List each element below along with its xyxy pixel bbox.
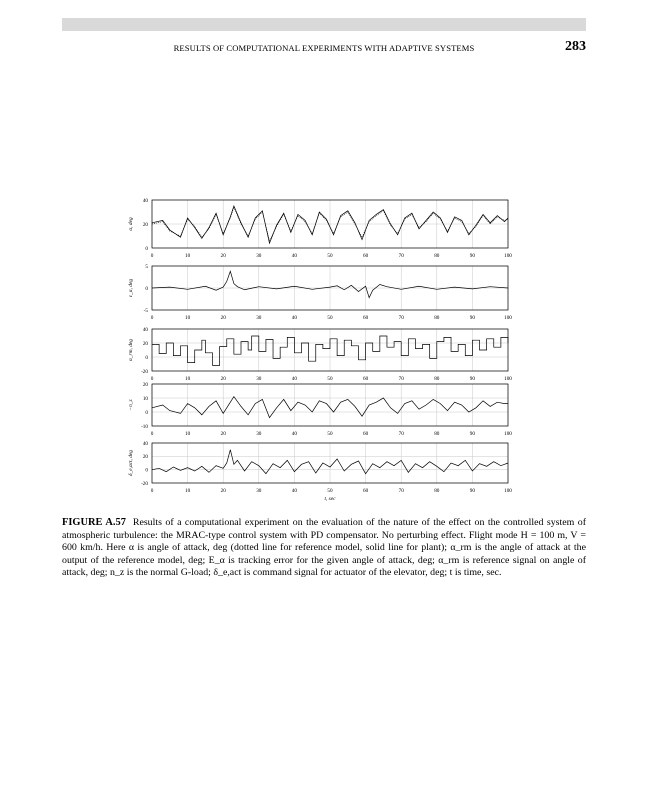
x-tick-label: 30 [256,488,262,494]
x-tick-label: 100 [504,488,512,494]
x-tick-label: 0 [150,431,154,437]
x-tick-label: 80 [434,253,440,259]
x-tick-label: 70 [398,431,404,437]
x-tick-label: 90 [469,488,475,494]
x-tick-label: 0 [150,376,154,382]
x-tick-label: 20 [220,253,226,259]
x-tick-label: 20 [220,315,226,321]
y-tick-label: 0 [145,409,148,416]
x-tick-label: 10 [185,488,191,494]
page-number: 283 [565,39,586,54]
page-header-bar [62,18,586,31]
y-axis-label: −n_z [128,399,134,411]
x-tick-label: 70 [398,376,404,382]
y-tick-label: 0 [145,354,148,361]
x-tick-label: 80 [434,376,440,382]
x-tick-label: 0 [150,488,154,494]
y-tick-label: 5 [145,263,148,270]
x-tick-label: 70 [398,253,404,259]
x-tick-label: 90 [469,315,475,321]
x-tick-label: 10 [185,431,191,437]
x-tick-label: 20 [220,488,226,494]
y-tick-label: 0 [145,467,148,474]
x-tick-label: 60 [363,488,369,494]
x-tick-label: 10 [185,376,191,382]
running-head [62,40,586,56]
y-tick-label: 0 [145,245,148,252]
y-tick-label: 20 [142,381,148,388]
y-axis-label: ε_α, deg [128,278,134,298]
x-tick-label: 40 [291,376,297,382]
x-tick-label: 50 [327,431,333,437]
x-tick-label: 40 [291,315,297,321]
x-tick-label: 40 [291,253,297,259]
x-tick-label: 30 [256,376,262,382]
x-tick-label: 30 [256,315,262,321]
y-tick-label: -20 [141,368,148,375]
y-tick-label: 40 [142,440,148,447]
x-tick-label: 50 [327,376,333,382]
figure-caption [62,517,586,580]
subplot-2 [128,264,512,321]
y-tick-label: -5 [143,307,148,314]
y-tick-label: 10 [142,395,148,402]
x-tick-label: 90 [469,376,475,382]
x-tick-label: 100 [504,253,512,259]
x-tick-label: 0 [150,253,154,259]
subplot-5 [128,441,512,502]
x-tick-label: 30 [256,253,262,259]
x-tick-label: 60 [363,315,369,321]
x-tick-label: 60 [363,431,369,437]
subplot-3 [128,327,512,382]
caption-text: Results of a computational experiment on the evaluation of the nature of the effect on the controlled system of atmospheric turbulence: the MRAC-type control system with PD compensator. No perturbing effect. Flight mode H = 100 m, V = 600 km/h. Here α is angle of attack, deg (dotted line for reference model, solid line for plant); α_rm is the angle of attack at the output of the reference model, deg; E_α is tracking error for the given angle of attack, deg; α_rm is reference signal on angle of attack, deg; n_z is the normal G-load; δ_e,act is command signal for actuator of the elevator, deg; t is time, sec. [62,517,587,579]
x-tick-label: 80 [434,488,440,494]
x-tick-label: 90 [469,431,475,437]
subplot-1 [128,198,512,259]
x-tick-label: 70 [398,315,404,321]
x-tick-label: 20 [220,376,226,382]
y-axis-label: α, deg [128,217,134,231]
x-tick-label: 100 [504,376,512,382]
x-axis-label: t, sec [324,496,336,502]
x-tick-label: 60 [363,253,369,259]
y-axis-label: δ_e,act, deg [128,449,134,477]
x-tick-label: 80 [434,315,440,321]
x-tick-label: 10 [185,315,191,321]
x-tick-label: 90 [469,253,475,259]
subplot-4 [128,382,512,437]
y-tick-label: -20 [141,480,148,487]
figure-plots [130,190,520,510]
y-tick-label: 0 [145,285,148,292]
x-tick-label: 70 [398,488,404,494]
y-tick-label: 20 [142,454,148,461]
caption-label: FIGURE A.57 [62,517,126,528]
y-tick-label: 20 [142,340,148,347]
x-tick-label: 50 [327,315,333,321]
x-tick-label: 10 [185,253,191,259]
y-tick-label: 20 [142,221,148,228]
x-tick-label: 40 [291,488,297,494]
x-tick-label: 50 [327,488,333,494]
y-tick-label: 40 [142,326,148,333]
x-tick-label: 80 [434,431,440,437]
x-tick-label: 20 [220,431,226,437]
x-tick-label: 60 [363,376,369,382]
x-tick-label: 100 [504,315,512,321]
y-tick-label: 40 [142,197,148,204]
y-axis-label: α_rm, deg [128,339,134,361]
x-tick-label: 30 [256,431,262,437]
x-tick-label: 40 [291,431,297,437]
figure-a57 [130,190,520,510]
running-title: RESULTS OF COMPUTATIONAL EXPERIMENTS WITH ADAPTIVE SYSTEMS [173,43,475,53]
x-tick-label: 100 [504,431,512,437]
x-tick-label: 50 [327,253,333,259]
y-tick-label: -10 [141,423,148,430]
x-tick-label: 0 [150,315,154,321]
